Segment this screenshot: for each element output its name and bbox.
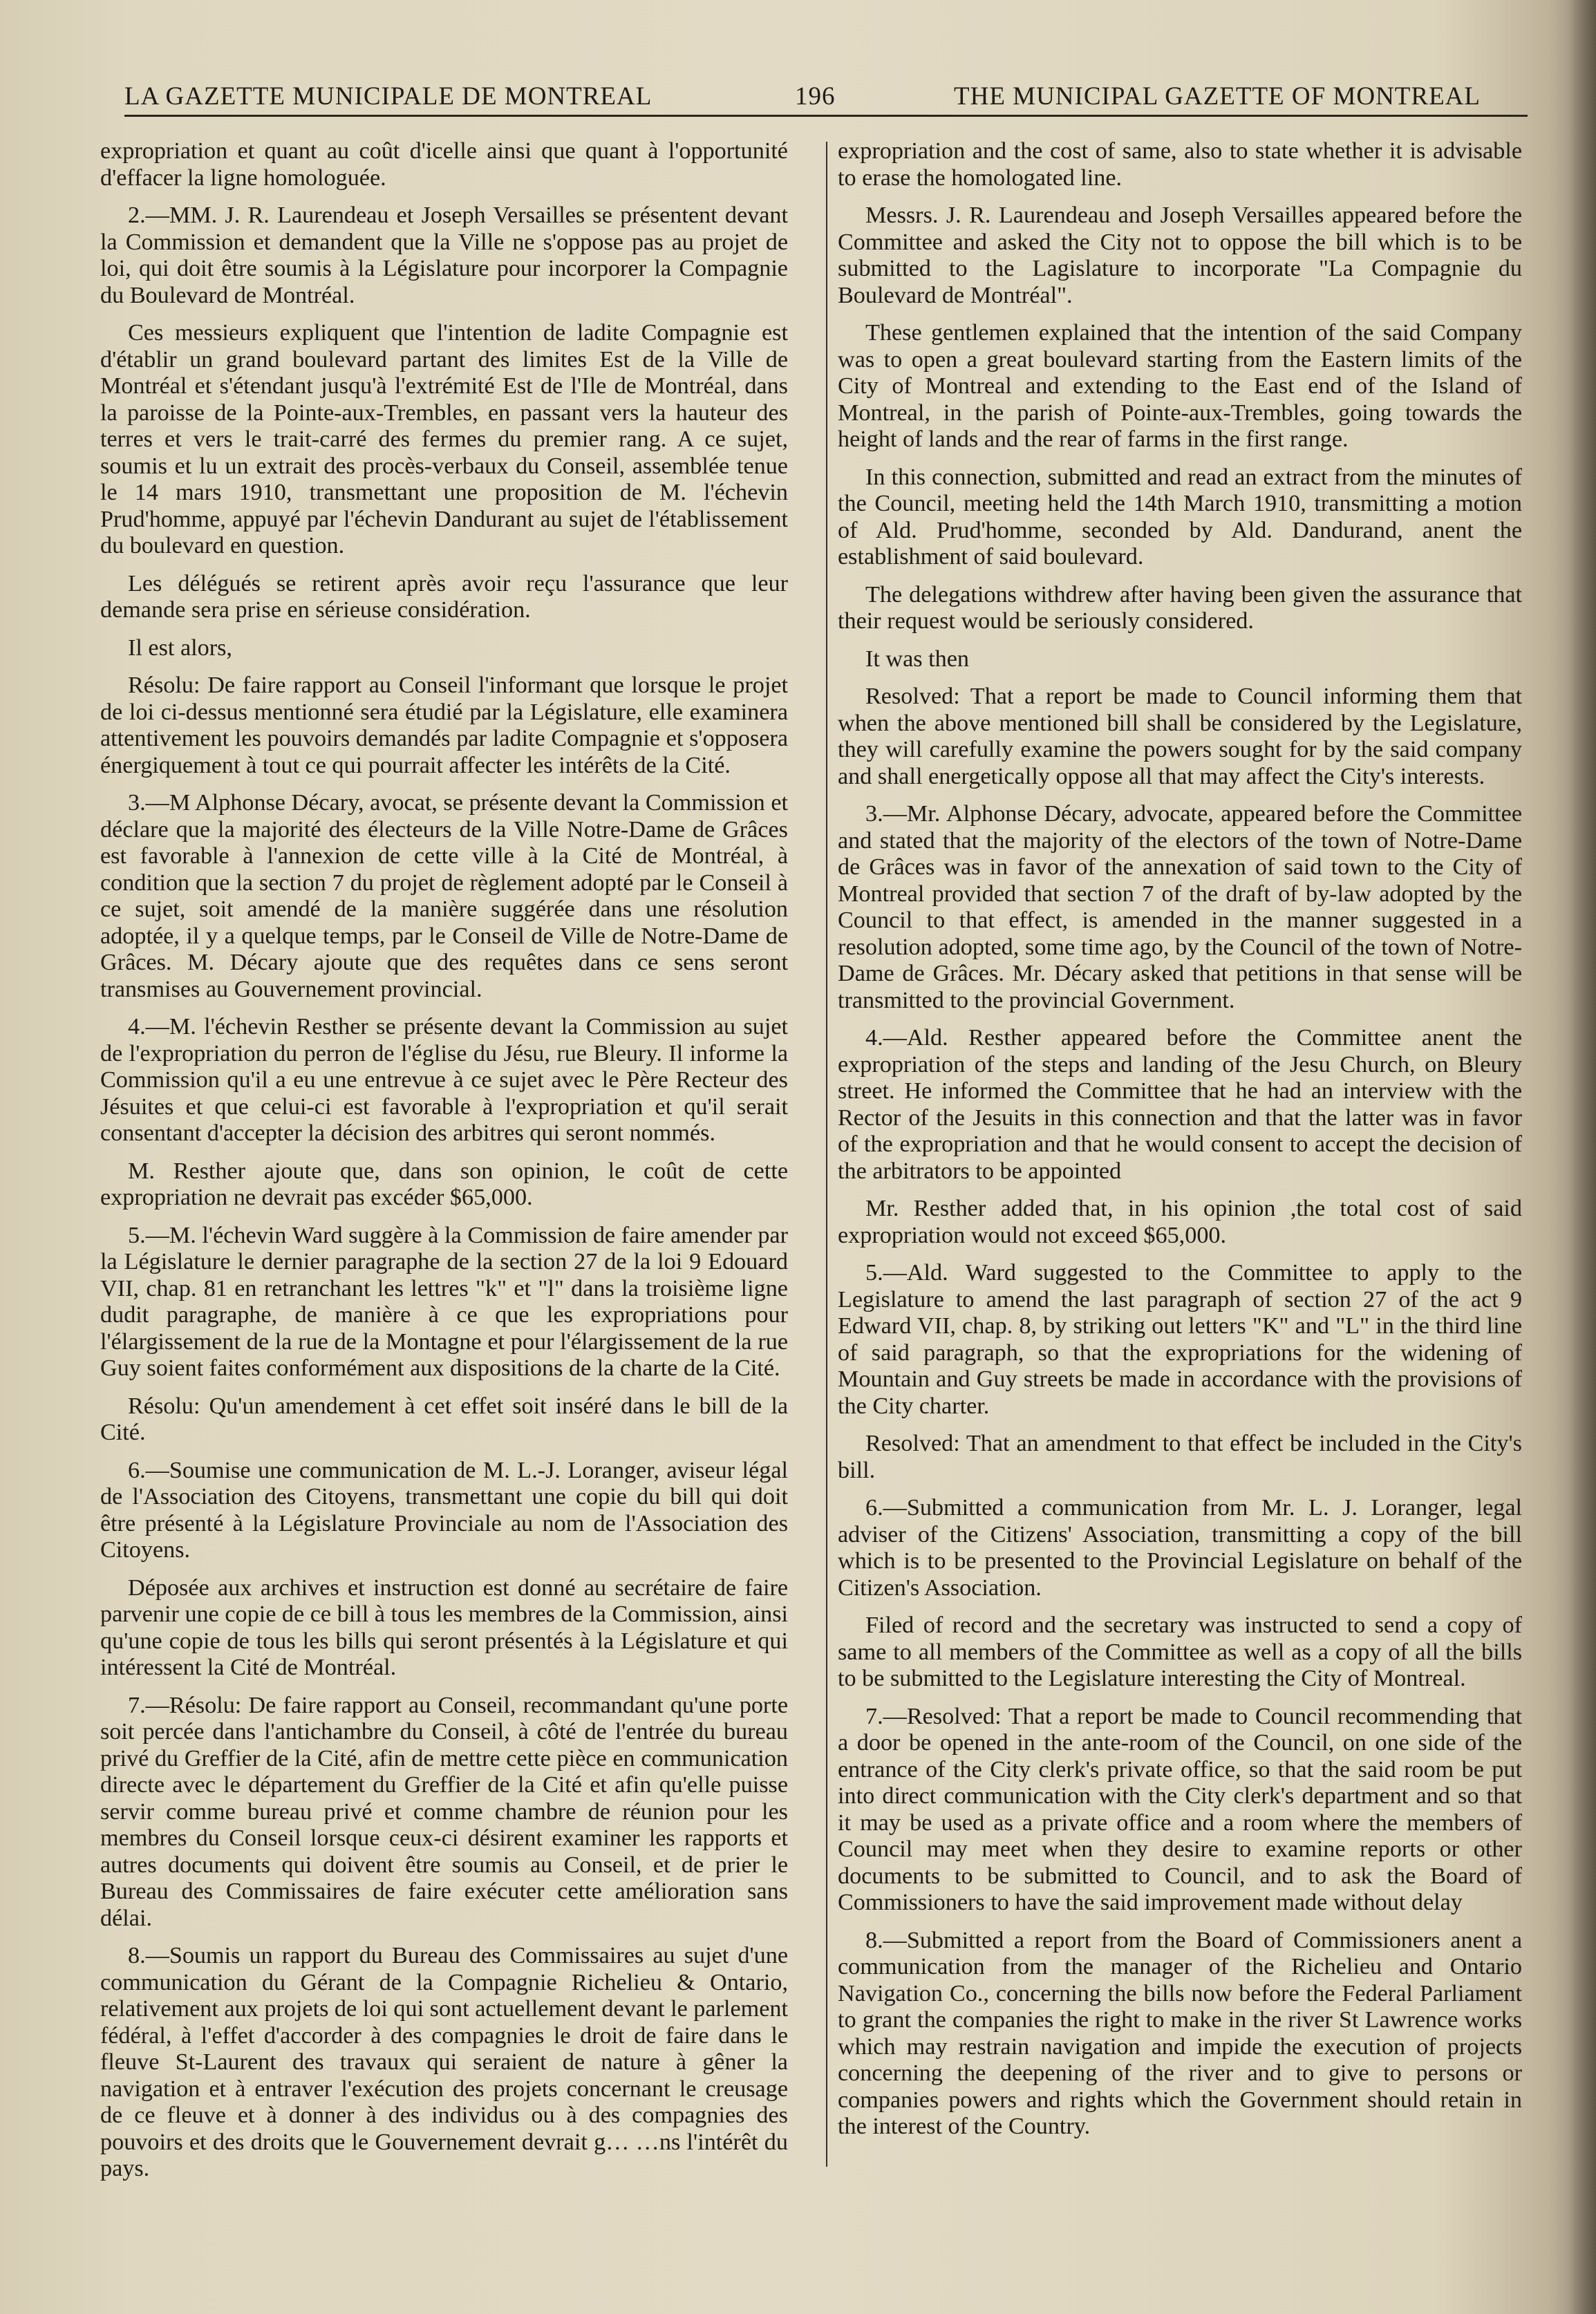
paragraph: expropriation and the cost of same, also to state whether it is advisable to erase the homologated line. xyxy=(838,138,1522,191)
column-divider xyxy=(826,142,827,2167)
page-number: 196 xyxy=(795,82,836,111)
header-rule xyxy=(124,115,1528,117)
paragraph: In this connection, submitted and read an extract from the minutes of the Council, meeting held the 14th March 1910, transmitting a motion of Ald. Prud'homme, seconded by Ald. Dandurand, anent the establishment of said boulevard. xyxy=(838,464,1522,570)
paragraph: Déposée aux archives et instruction est donné au secrétaire de faire parvenir une copie de ce bill à tous les membres de la Commission, ainsi qu'une copie de tous les bills qui seront présentés à la Législature et qui intéressent la Cité de Montréal. xyxy=(100,1574,788,1680)
page-edge-shadow xyxy=(1568,0,1596,2314)
paragraph: Ces messieurs expliquent que l'intention de ladite Compagnie est d'établir un grand boulevard partant des limites Est de la Ville de Montréal et s'étendant jusqu'à l'extrémité Est de l'Ile de Montréal, dans la paroisse de la Pointe-aux-Trembles, en passant vers la hauteur des terres et vers le trait-carré des fermes du premier rang. A ce sujet, soumis et lu un extrait des procès-verbaux du Conseil, assemblée tenue le 14 mars 1910, transmettant une proposition de M. l'échevin Prud'homme, appuyé par l'échevin Dandurant au sujet de l'établissement du boulevard en question. xyxy=(100,320,788,558)
paragraph: 2.—MM. J. R. Laurendeau et Joseph Versailles se présentent devant la Commission et demandent que la Ville ne s'oppose pas au projet de loi, qui doit être soumis à la Législature pour incorporer la Compagnie du Boulevard de Montréal. xyxy=(100,203,788,308)
paragraph: M. Resther ajoute que, dans son opinion, le coût de cette expropriation ne devrait pas excéder $65,000. xyxy=(100,1158,788,1210)
paragraph: 3.—M Alphonse Décary, avocat, se présente devant la Commission et déclare que la majorité des électeurs de la Ville Notre-Dame de Grâces est favorable à l'annexion de cette ville à la Cité de Montréal, à condition que la section 7 du projet de règlement adopté par le Conseil à ce sujet, soit amendé de la manière suggérée dans une résolution adoptée, il y a quelque temps, par le Conseil de Ville de Notre-Dame de Grâces. M. Décary ajoute que des requêtes dans ce sens seront transmises au Gouvernement provincial. xyxy=(100,790,788,1002)
paragraph: 3.—Mr. Alphonse Décary, advocate, appeared before the Committee and stated that the majority of the electors of the town of Notre-Dame de Grâces was in favor of the annexation of said town to the City of Montreal provided that section 7 of the draft of by-law adopted by the Council to that effect, is amended in the manner suggested in a resolution adopted, some time ago, by the Council of the town of Notre-Dame de Grâces. Mr. Décary asked that petitions in that sense will be transmitted to the provincial Government. xyxy=(838,801,1522,1013)
french-column xyxy=(100,138,788,2194)
paragraph: Resolved: That an amendment to that effect be included in the City's bill. xyxy=(838,1431,1522,1483)
paragraph: 5.—Ald. Ward suggested to the Committee to apply to the Legislature to amend the last paragraph of section 27 of the act 9 Edward VII, chap. 8, by striking out letters "K" and "L" in the third line of said paragraph, so that the expropriations for the widening of Mountain and Guy streets be made in accordance with the provisions of the City charter. xyxy=(838,1260,1522,1419)
paragraph: 6.—Soumise une communication de M. L.-J. Loranger, aviseur légal de l'Association des Citoyens, transmettant une copie du bill qui doit être présenté à la Législature Provinciale au nom de l'Association des Citoyens. xyxy=(100,1457,788,1563)
paragraph: 5.—M. l'échevin Ward suggère à la Commission de faire amender par la Législature le dernier paragraphe de la section 27 de la loi 9 Edouard VII, chap. 81 en retranchant les lettres "k" et "l" dans la troisième ligne dudit paragraphe, de manière à ce que les expropriations pour l'élargissement de la rue de la Montagne et pour l'élargissement de la rue Guy soient faites conformément aux dispositions de la charte de la Cité. xyxy=(100,1222,788,1381)
paragraph: 4.—Ald. Resther appeared before the Committee anent the expropriation of the steps and landing of the Jesu Church, on Bleury street. He informed the Committee that he had an interview with the Rector of the Jesuits in this connection and that the latter was in favor of the expropriation and that he would consent to accept the decision of the arbitrators to be appointed xyxy=(838,1025,1522,1184)
paragraph: Les délégués se retirent après avoir reçu l'assurance que leur demande sera prise en sérieuse considération. xyxy=(100,570,788,623)
header-english-title: THE MUNICIPAL GAZETTE OF MONTREAL xyxy=(954,82,1481,111)
paragraph: 6.—Submitted a communication from Mr. L. J. Loranger, legal adviser of the Citizens' Association, transmitting a copy of the bill which is to be presented to the Provincial Legislature on behalf of the Citizen's Association. xyxy=(838,1495,1522,1601)
paragraph: It was then xyxy=(865,646,970,672)
header-french-title: LA GAZETTE MUNICIPALE DE MONTREAL xyxy=(124,82,653,111)
paragraph: Mr. Resther added that, in his opinion ,the total cost of said expropriation would not exceed $65,000. xyxy=(838,1196,1522,1248)
paragraph: expropriation et quant au coût d'icelle ainsi que quant à l'opportunité d'effacer la ligne homologuée. xyxy=(100,138,788,191)
paragraph: 7.—Resolved: That a report be made to Council recommending that a door be opened in the ante-room of the Council, on one side of the entrance of the City clerk's private office, so that the said room be put into direct communication with the City clerk's department and so that it may be used as a private office and a room where the members of Council may meet when they desire to examine reports or other documents to be submitted to Council, and to ask the Board of Commissioners to have the said improvement made without delay xyxy=(838,1703,1522,1915)
paragraph: The delegations withdrew after having been given the assurance that their request would be seriously considered. xyxy=(838,581,1522,634)
paragraph: Resolved: That a report be made to Council informing them that when the above mentioned bill shall be considered by the Legislature, they will carefully examine the powers sought for by the said company and shall energetically oppose all that may affect the City's interests. xyxy=(838,684,1522,789)
paragraph: 8.—Submitted a report from the Board of Commissioners anent a communication from the manager of the Richelieu and Ontario Navigation Co., concerning the bills now before the Federal Parliament to grant the companies the right to make in the river St Lawrence works which may restrain navigation and impide the execution of projects concerning the deepening of the river and to give to persons or companies powers and rights which the Government should retain in the interest of the Country. xyxy=(838,1927,1522,2139)
paragraph: 7.—Résolu: De faire rapport au Conseil, recommandant qu'une porte soit percée dans l'antichambre du Conseil, à côté de l'entrée du bureau privé du Greffier de la Cité, afin de mettre cette pièce en communication directe avec le département du Greffier de la Cité et afin qu'elle puisse servir comme bureau privé et comme chambre de réunion pour les membres du Conseil lorsque ceux-ci désirent examiner les rapports et autres documents qui doivent être soumis au Conseil, et de prier le Bureau des Commissaires de faire exécuter cette amélioration sans délai. xyxy=(100,1692,788,1931)
paragraph: Résolu: De faire rapport au Conseil l'informant que lorsque le projet de loi ci-dessus mentionné sera étudié par la Législature, elle examinera attentivement les pouvoirs demandés par ladite Compagnie et s'opposera énergiquement à tout ce qui pourrait affecter les intérêts de la Cité. xyxy=(100,672,788,778)
english-column xyxy=(838,138,1522,2152)
paragraph: Résolu: Qu'un amendement à cet effet soit inséré dans le bill de la Cité. xyxy=(100,1393,788,1445)
paragraph: These gentlemen explained that the intention of the said Company was to open a great boulevard starting from the Eastern limits of the City of Montreal and extending to the East end of the Island of Montreal, in the parish of Pointe-aux-Trembles, going towards the height of lands and the rear of farms in the first range. xyxy=(838,320,1522,452)
paragraph: Il est alors, xyxy=(128,634,232,661)
paragraph: Messrs. J. R. Laurendeau and Joseph Versailles appeared before the Committee and asked the City not to oppose the bill which is to be submitted to the Lagislature to incorporate "La Compagnie du Boulevard de Montréal". xyxy=(838,203,1522,308)
paragraph: 8.—Soumis un rapport du Bureau des Commissaires au sujet d'une communication du Gérant de la Compagnie Richelieu & Ontario, relativement aux projets de loi qui sont actuellement devant le parlement fédéral, à l'effet d'accorder à des compagnies le droit de faire dans le fleuve St-Laurent des travaux qui seraient de nature à gêner la navigation et à entraver l'exécution des projets concernant le creusage de ce fleuve et à donner à des individus ou à des compagnies des pouvoirs et des droits que le Gouvernement devrait g… …ns l'intérêt du pays. xyxy=(100,1943,788,2181)
paragraph: Filed of record and the secretary was instructed to send a copy of same to all members of the Committee as well as a copy of all the bills to be submitted to the Legislature interesting the City of Montreal. xyxy=(838,1612,1522,1691)
page-header xyxy=(124,68,1548,116)
paragraph: 4.—M. l'échevin Resther se présente devant la Commission au sujet de l'expropriation du perron de l'église du Jésu, rue Bleury. Il informe la Commission qu'il a eu une entrevue à ce sujet avec le Père Recteur des Jésuites et que celui-ci est favorable à l'expropriation et qu'il serait consentant d'accepter la décision des arbitres qui seront nommés. xyxy=(100,1014,788,1146)
